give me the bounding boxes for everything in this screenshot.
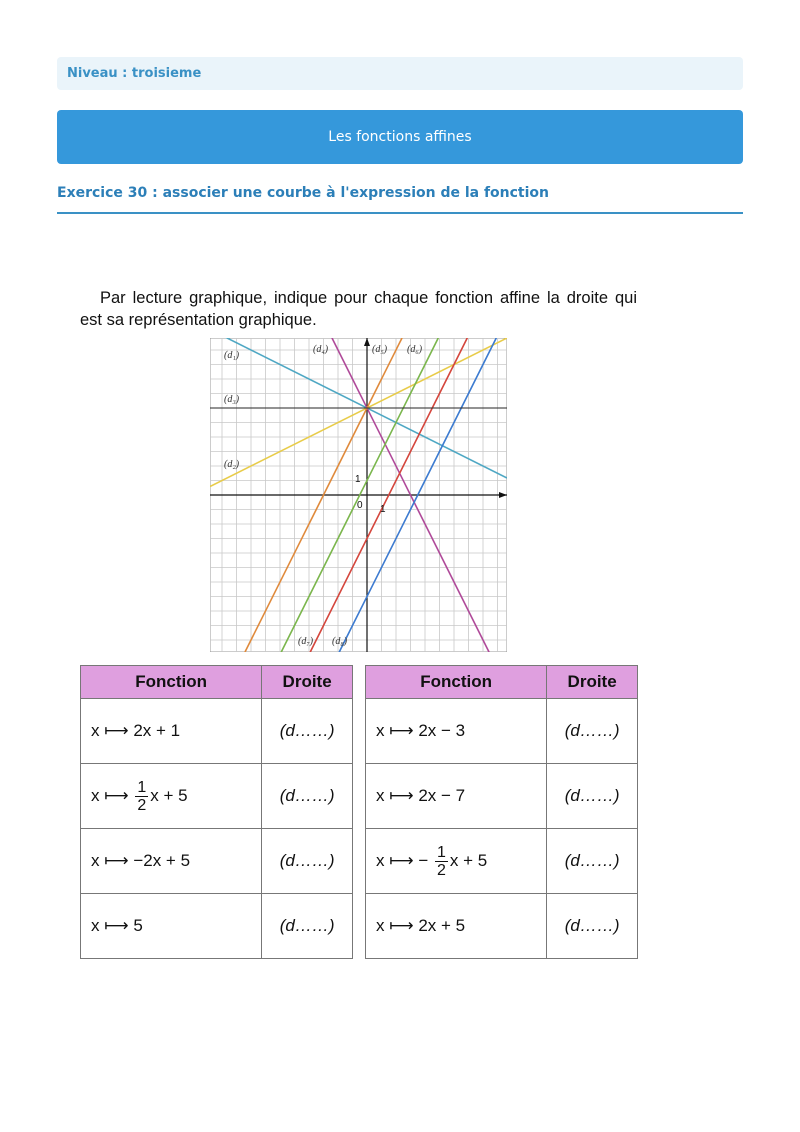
function-expression (81, 764, 262, 829)
answer-cell[interactable]: (d……) (547, 829, 638, 894)
function-table-left (80, 665, 353, 959)
header-fonction: Fonction (81, 666, 262, 699)
function-expression: x ⟼ 5 (81, 894, 262, 959)
fraction-numerator: 1 (137, 778, 147, 796)
expr-suffix: x + 5 (150, 785, 188, 805)
expr-suffix: x + 5 (449, 850, 488, 870)
level-label: Niveau : troisieme (67, 66, 202, 81)
function-table-right (365, 665, 638, 959)
function-expression (366, 829, 547, 894)
level-banner (57, 57, 743, 90)
expr-prefix: x ⟼ − (376, 850, 429, 870)
label-d1: (d₁) (224, 350, 240, 361)
prompt-text: Par lecture graphique, indique pour chaque fonction affine la droite qui est sa représentation graphique. (80, 289, 637, 329)
fraction-denominator: 2 (137, 796, 147, 814)
label-d2: (d₂) (224, 459, 240, 470)
label-d7: (d₇) (298, 636, 314, 647)
header-fonction: Fonction (366, 666, 547, 699)
answer-cell[interactable]: (d……) (262, 829, 353, 894)
fraction-denominator: 2 (436, 861, 446, 879)
tick-origin: 0 (357, 500, 363, 511)
expr-prefix: x ⟼ (91, 785, 129, 805)
function-expression: x ⟼ 2x + 1 (81, 699, 262, 764)
label-d8: (d₈) (332, 636, 348, 647)
fraction (435, 844, 448, 879)
fraction-numerator: 1 (436, 843, 446, 861)
label-d5: (d₅) (372, 344, 388, 355)
answer-cell[interactable]: (d……) (262, 699, 353, 764)
function-graph (210, 338, 507, 652)
fraction (135, 779, 148, 814)
tick-one-y: 1 (355, 474, 361, 485)
label-d6: (d₆) (407, 344, 423, 355)
answer-cell[interactable]: (d……) (547, 764, 638, 829)
label-d3: (d₃) (224, 394, 240, 405)
chapter-title-bar (57, 110, 743, 164)
exercise-title: Exercice 30 : associer une courbe à l'expression de la fonction (57, 185, 550, 201)
function-expression: x ⟼ −2x + 5 (81, 829, 262, 894)
label-d4: (d₄) (313, 344, 329, 355)
exercise-prompt (80, 287, 637, 331)
chapter-title: Les fonctions affines (328, 129, 472, 145)
header-droite: Droite (262, 666, 353, 699)
header-droite: Droite (547, 666, 638, 699)
function-expression: x ⟼ 2x − 3 (366, 699, 547, 764)
answer-cell[interactable]: (d……) (547, 894, 638, 959)
function-expression: x ⟼ 2x − 7 (366, 764, 547, 829)
answer-cell[interactable]: (d……) (547, 699, 638, 764)
answer-cell[interactable]: (d……) (262, 894, 353, 959)
exercise-divider (57, 212, 743, 214)
function-expression: x ⟼ 2x + 5 (366, 894, 547, 959)
tick-one-x: 1 (380, 504, 386, 515)
answer-cell[interactable]: (d……) (262, 764, 353, 829)
